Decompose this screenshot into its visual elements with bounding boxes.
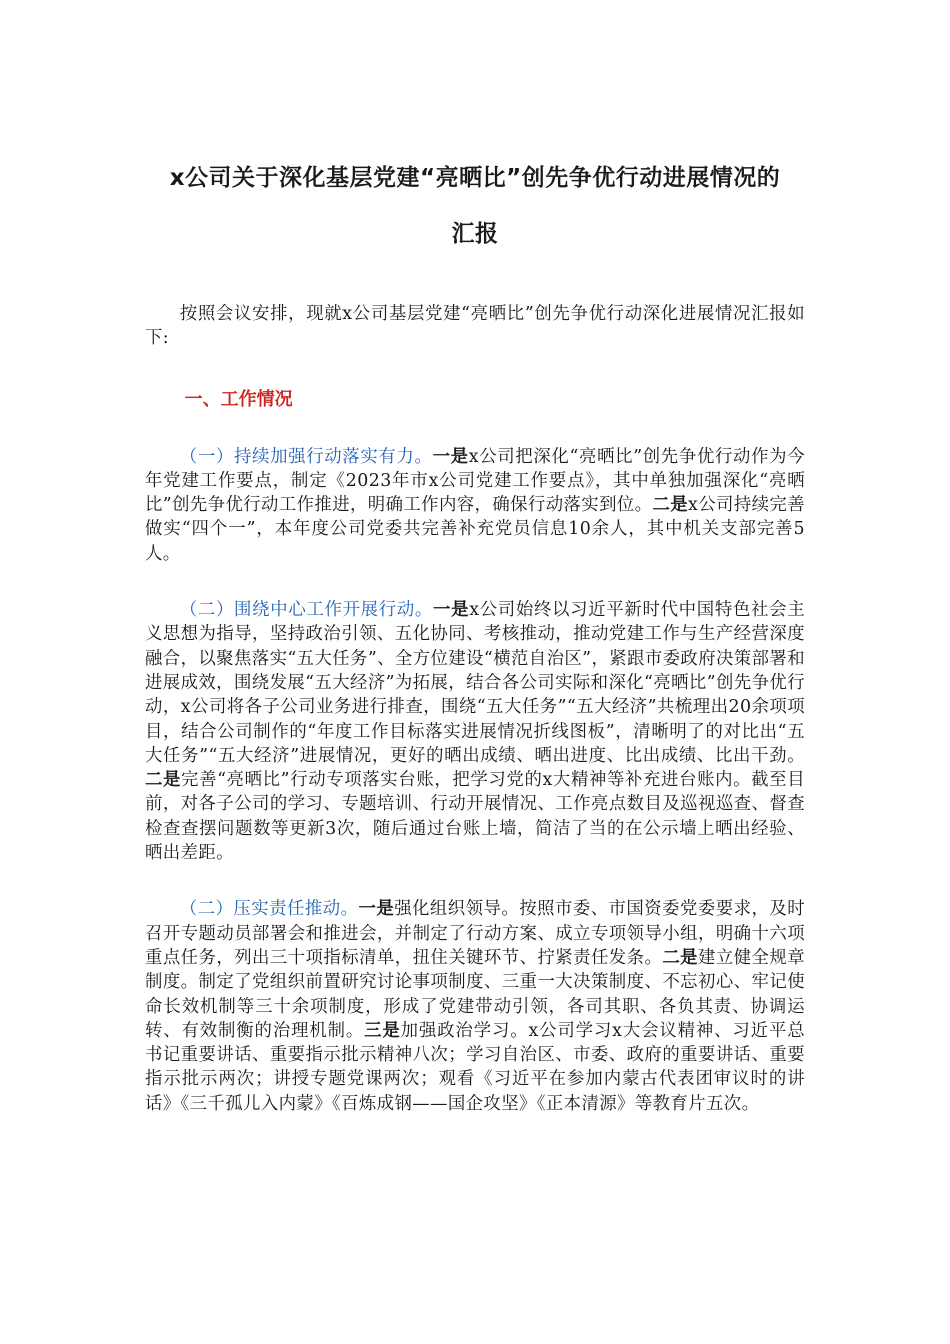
- subsection-heading-3: （二）压实责任推动。: [179, 899, 359, 920]
- subsection-heading-1: （一）持续加强行动落实有力。: [179, 446, 433, 467]
- section-heading-work-status: 一、工作情况: [184, 388, 293, 410]
- title-line-2: 汇报: [451, 221, 499, 247]
- point-text: x公司把深化“亮晒比”创先争优行动作为今年党建工作要点，制定《2023年市x公司党建工作要点》，其中单独加强深化“亮晒比”创先争优行动工作推进，明确工作内容，确保行动落实到位。: [145, 446, 806, 516]
- point-marker: 二是: [652, 495, 689, 516]
- title-line-1: x公司关于深化基层党建“亮晒比”创先争优行动进展情况的: [169, 165, 781, 191]
- point-text: 加强政治学习。x公司学习x大会议精神、习近平总书记重要讲话、重要指示批示精神八次；学习自治区、市委、政府的重要讲话、重要指示批示两次；讲授专题党课两次；观看《习近平在参加内蒙古代表团审议时的讲话》《三千孤儿入内蒙》《百炼成钢——国企攻坚》《正本清源》等教育片五次。: [145, 1020, 805, 1114]
- document-title: [145, 150, 805, 262]
- subsection-paragraph-1: [145, 445, 805, 566]
- point-text: x公司持续完善做实“四个一”，本年度公司党委共完善补充党员信息10余人，其中机关支部完善5人。: [145, 495, 806, 564]
- point-text: 强化组织领导。按照市委、市国资委党委要求，及时召开专题动员部署会和推进会，并制定了行动方案、成立专项领导小组，明确十六项重点任务，列出三十项指标清单，扭住关键环节、拧紧责任发条。: [145, 899, 805, 968]
- point-text: x公司始终以习近平新时代中国特色社会主义思想为指导，坚持政治引领、五化协同、考核推动，推动党建工作与生产经营深度融合，以聚焦落实“五大任务”、全方位建设“横范自治区”，紧跟市委政府决策部署和进展成效，围绕发展“五大经济”为拓展，结合各公司实际和深化“亮晒比”创先争优行动，x公司将各子公司业务进行排查，围绕“五大任务”“五大经济”共梳理出20余项项目，结合公司制作的“年度工作目标落实进展情况折线图板”，清晰明了的对比出“五大任务”“五大经济”进展情况，更好的晒出成绩、晒出进度、比出成绩、比出干劲。: [145, 600, 805, 766]
- subsection-paragraph-3: [145, 897, 805, 1116]
- point-marker: 三是: [364, 1020, 401, 1041]
- subsection-heading-2: （二）围绕中心工作开展行动。: [179, 600, 434, 621]
- point-marker: 二是: [145, 770, 182, 791]
- point-marker: 一是: [433, 600, 470, 621]
- point-marker: 一是: [358, 899, 395, 920]
- point-marker: 二是: [662, 947, 699, 968]
- point-marker: 一是: [432, 446, 469, 467]
- document-page: [145, 150, 805, 1116]
- subsection-paragraph-2: [145, 598, 805, 865]
- point-text: 完善“亮晒比”行动专项落实台账，把学习党的x大精神等补充进台账内。截至目前，对各子公司的学习、专题培训、行动开展情况、工作亮点数目及巡视巡查、督查检查查摆问题数等更新3次，随后通过台账上墙，简洁了当的在公示墙上晒出经验、晒出差距。: [145, 770, 805, 864]
- intro-paragraph: 按照会议安排，现就x公司基层党建“亮晒比”创先争优行动深化进展情况汇报如下:: [145, 304, 805, 349]
- point-text: 建立健全规章制度。制定了党组织前置研究讨论事项制度、三重一大决策制度、不忘初心、牢记使命长效机制等三十余项制度，形成了党建带动引领，各司其职、各负其责、协调运转、有效制衡的治理机制。: [145, 947, 805, 1041]
